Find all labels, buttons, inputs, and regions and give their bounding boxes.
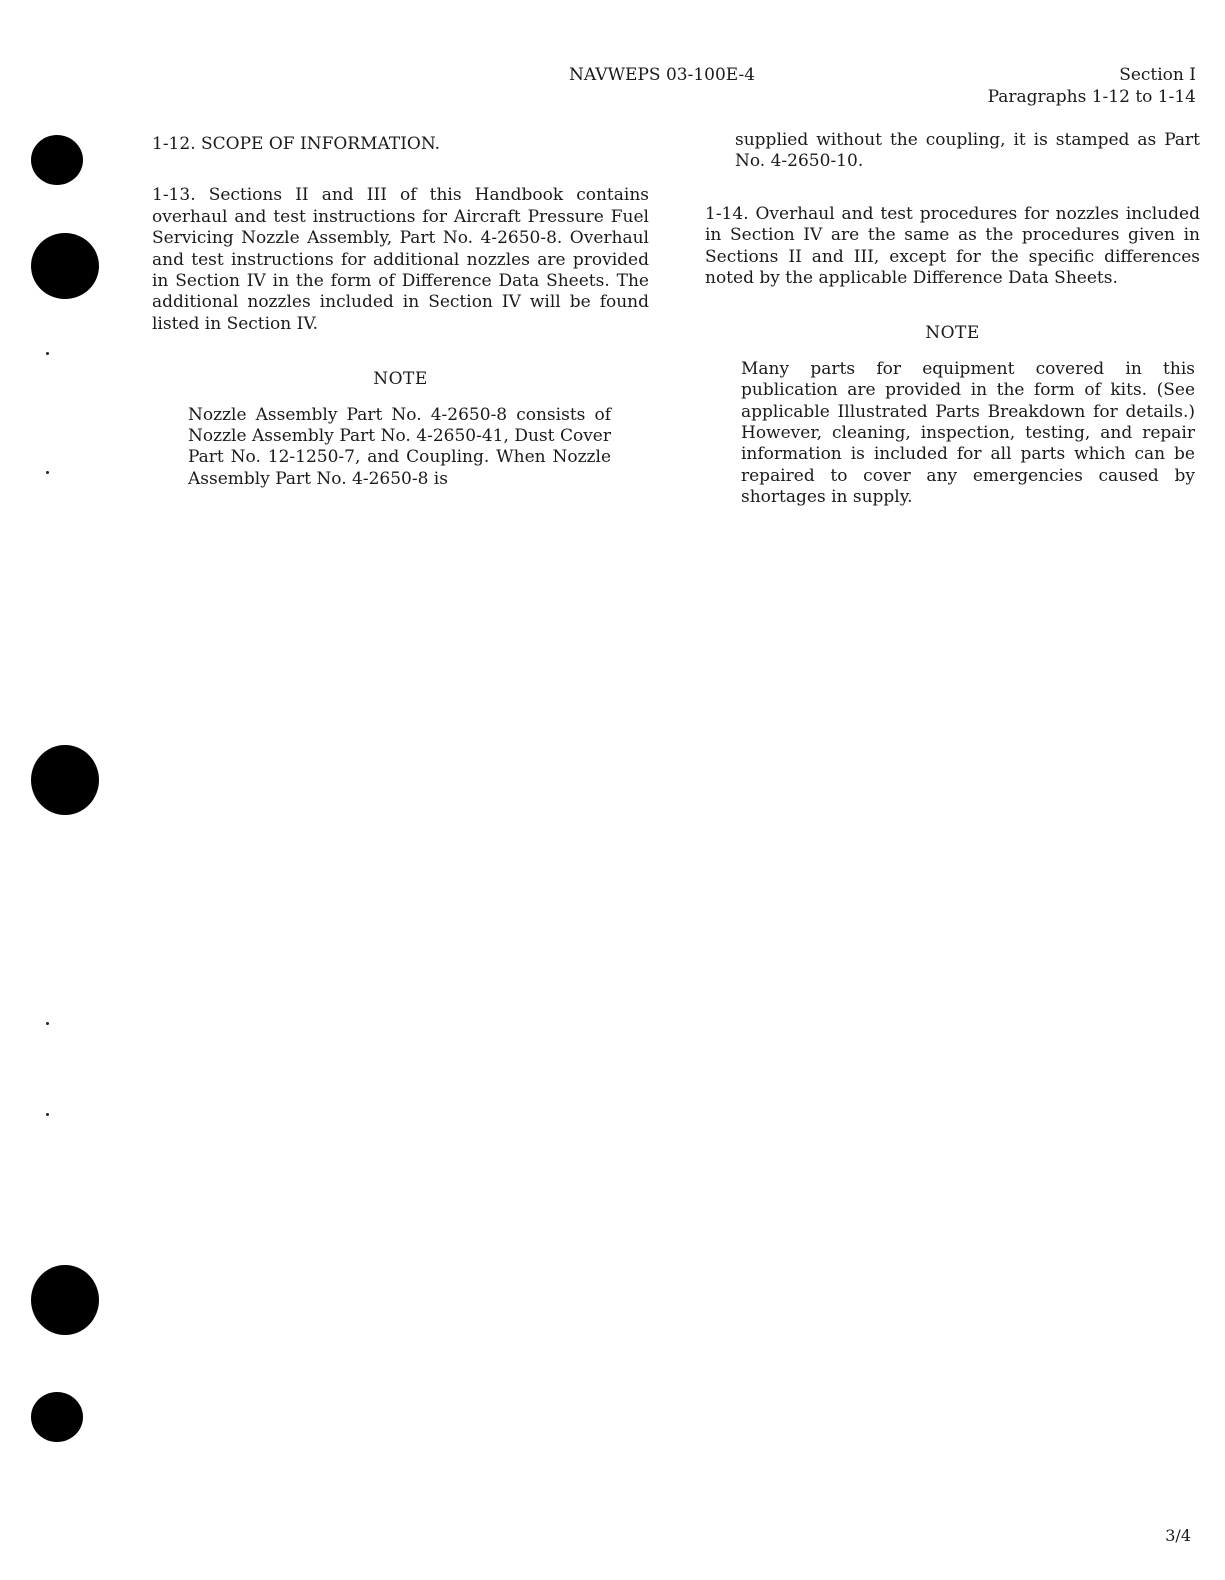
note-title: NOTE <box>373 369 428 390</box>
paragraph-range: Paragraphs 1-12 to 1-14 <box>987 87 1196 107</box>
section-heading: 1-12. SCOPE OF INFORMATION. <box>152 134 441 154</box>
document-number: NAVWEPS 03-100E-4 <box>569 65 756 85</box>
note-body: Many parts for equipment covered in this publication are provided in the form of kits. (See applicable Illustrated Parts Breakdown for details.) However, cleaning, inspection, testing, and repair information is included for all parts which can be repaired to cover any emergencies caused by shortages in supply. <box>741 358 1195 508</box>
binder-hole <box>31 745 99 815</box>
left-column <box>152 134 649 490</box>
punch-mark <box>46 352 49 355</box>
paragraph-1-14: 1-14. Overhaul and test procedures for nozzles included in Section IV are the same as the procedures given in Sections II and III, except for the specific differences noted by the applicable Difference Data Sheets. <box>705 203 1200 289</box>
binder-hole <box>31 1392 83 1442</box>
punch-mark <box>46 1022 49 1025</box>
punch-mark <box>46 1113 49 1116</box>
note-continuation: supplied without the coupling, it is stamped as Part No. 4-2650-10. <box>735 130 1200 172</box>
page-number: 3/4 <box>1165 1526 1191 1545</box>
paragraph-1-13: 1-13. Sections II and III of this Handbook contains overhaul and test instructions for Aircraft Pressure Fuel Servicing Nozzle Assembly, Part No. 4-2650-8. Overhaul and test instructions for additional nozzles are provided in Section IV in the form of Difference Data Sheets. The additional nozzles included in Section IV will be found listed in Section IV. <box>152 185 649 334</box>
binder-hole <box>31 135 83 185</box>
punch-mark <box>46 471 49 474</box>
binder-hole <box>31 233 99 299</box>
right-column <box>705 130 1200 509</box>
binder-hole <box>31 1265 99 1335</box>
note-title: NOTE <box>925 323 980 344</box>
section-label: Section I <box>1119 65 1196 85</box>
note-body: Nozzle Assembly Part No. 4-2650-8 consists of Nozzle Assembly Part No. 4-2650-41, Dust Cover Part No. 12-1250-7, and Coupling. When Nozzle Assembly Part No. 4-2650-8 is <box>188 404 611 489</box>
